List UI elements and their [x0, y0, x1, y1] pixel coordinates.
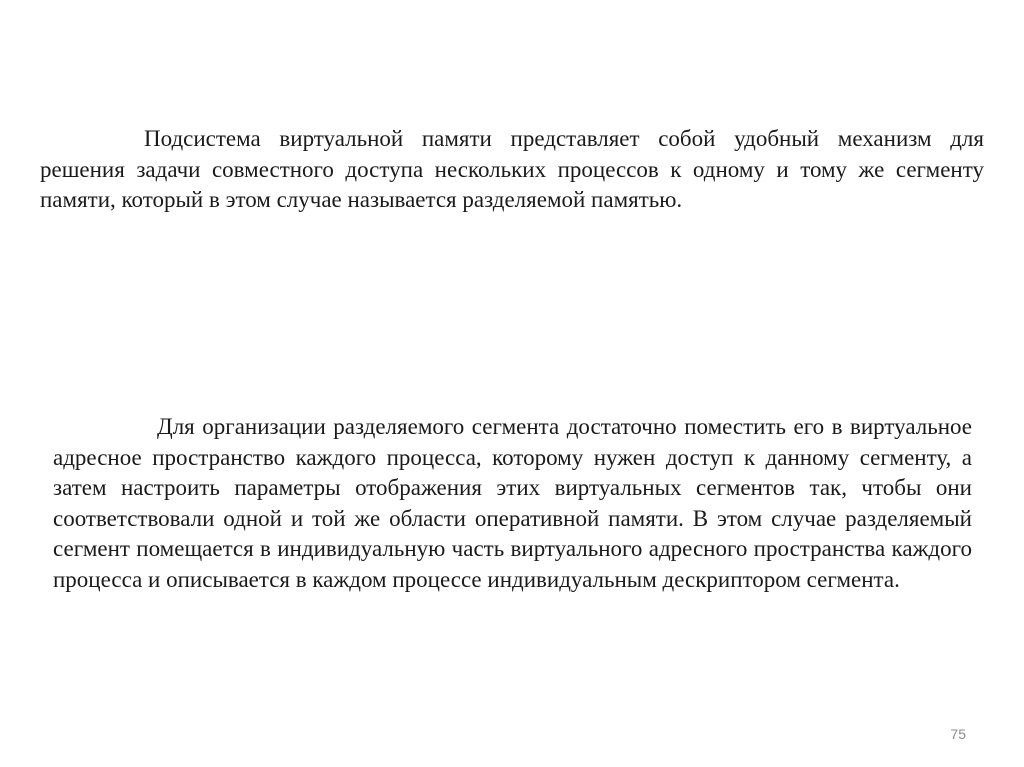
paragraph-shared-memory-intro: Подсистема виртуальной памяти представляет собой удобный механизм для решения задачи совместного доступа нескольких процессов к одному и тому же сегменту памяти, который в этом случае называется разделяемой памятью. — [40, 126, 984, 212]
paragraph-shared-segment-organization: Для организации разделяемого сегмента достаточно поместить его в виртуальное адресное пространство каждого процесса, которому нужен доступ к данному сегменту, а затем настроить параметры отображения этих виртуальных сегментов так, чтобы они соответствовали одной и той же области оперативной памяти. В этом случае разделяемый сегмент помещается в индивидуальную часть виртуального адресного пространства каждого процесса и описывается в каждом процессе индивидуальным дескриптором сегмента. — [53, 414, 972, 592]
page-number: 75 — [950, 726, 966, 742]
